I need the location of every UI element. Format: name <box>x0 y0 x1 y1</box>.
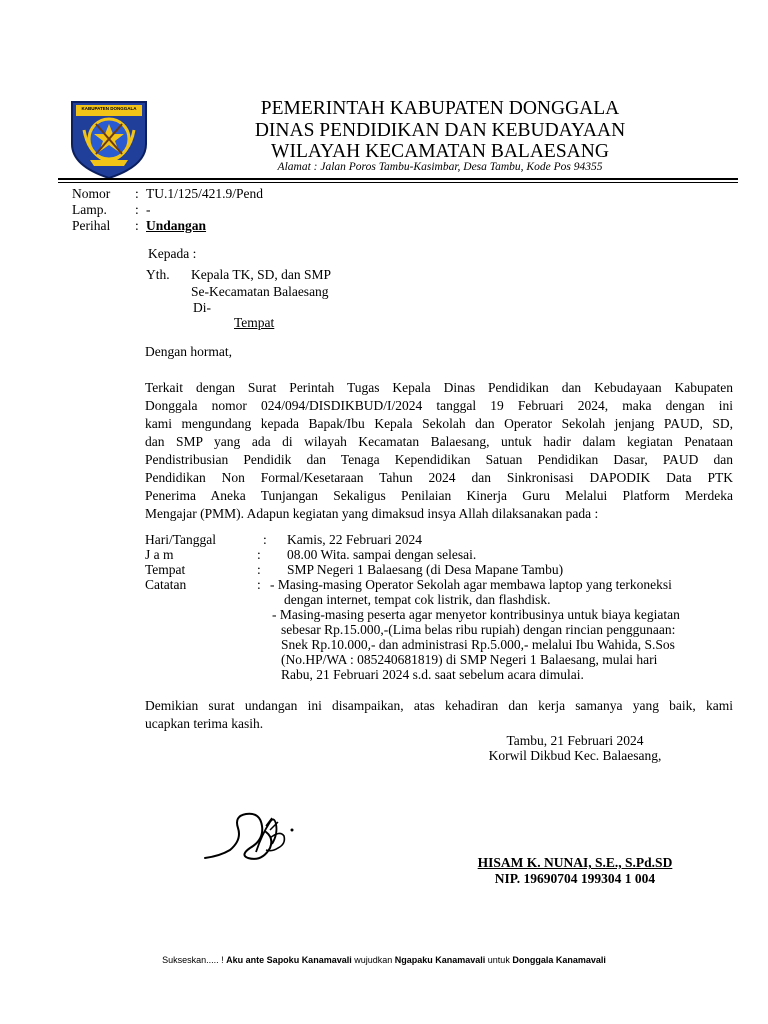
yth-label: Yth. <box>146 267 170 282</box>
kepada-label: Kepada : <box>148 246 197 261</box>
lamp-value: - <box>146 202 151 217</box>
perihal-value: Undangan <box>146 218 207 233</box>
perihal-label: Perihal <box>72 218 111 233</box>
letterhead-rule-thick <box>58 178 738 180</box>
greeting: Dengan hormat, <box>145 344 232 359</box>
nomor-value: TU.1/125/421.9/Pend <box>146 186 263 201</box>
kabupaten-donggala-logo <box>66 94 152 180</box>
note-2-line: Rabu, 21 Februari 2024 s.d. saat sebelum acara dimulai. <box>281 667 584 682</box>
recipient-di: Di- <box>193 300 211 315</box>
closing-line: Demikian surat undangan ini disampaikan, atas kehadiran dan kerja samanya yang baik, kami <box>145 698 733 713</box>
catatan-colon: : <box>257 577 261 592</box>
body-line: kami mengundang kepada Bapak/Ibu Kepala Sekolah dan Operator Sekolah jenjang PAUD, SD, <box>145 416 733 431</box>
note-2-line: sebesar Rp.15.000,-(Lima belas ribu rupiah) dengan rincian penggunaan: <box>281 622 676 637</box>
note-1-line: - Masing-masing Operator Sekolah agar membawa laptop yang terkoneksi <box>270 577 672 592</box>
signature-position: Korwil Dikbud Kec. Balaesang, <box>488 748 662 763</box>
body-line: Penerima Aneka Tunjangan Sekaligus Penilaian Kinerja Guru Melalui Platform Merdeka <box>145 488 733 503</box>
note-2-line: - Masing-masing peserta agar menyetor kontribusinya untuk biaya kegiatan <box>272 607 680 622</box>
note-2-line: (No.HP/WA : 085240681819) di SMP Negeri 1 Balaesang, mulai hari <box>281 652 658 667</box>
body-paragraph <box>145 379 733 523</box>
body-line: Terkait dengan Surat Perintah Tugas Kepala Dinas Pendidikan dan Kebudayaan Kabupaten <box>145 380 733 395</box>
letterhead-rule-thin <box>58 182 738 183</box>
hari-colon: : <box>263 532 267 547</box>
footer-part: Donggala Kanamavali <box>512 955 606 965</box>
jam-label: J a m <box>145 547 174 562</box>
lamp-label: Lamp. <box>72 202 107 217</box>
footer-part: Aku ante Sapoku Kanamavali <box>226 955 352 965</box>
body-line: dan SMP yang ada di wilayah Kecamatan Balaesang, untuk hadir dalam kegiatan Penataan <box>145 434 733 449</box>
lamp-colon: : <box>135 202 139 217</box>
letterhead-line-1: PEMERINTAH KABUPATEN DONGGALA <box>260 98 620 119</box>
note-2-line: Snek Rp.10.000,- dan administrasi Rp.5.000,- melalui Ibu Wahida, S.Sos <box>281 637 675 652</box>
nomor-label: Nomor <box>72 186 111 201</box>
hari-value: Kamis, 22 Februari 2024 <box>287 532 422 547</box>
body-line: Pendidikan Non Formal/Kesetaraan Tahun 2024 dan Sinkronisasi DAPODIK Data PTK <box>145 470 733 485</box>
tempat-label: Tempat <box>145 562 186 577</box>
handwritten-signature <box>200 800 330 875</box>
tempat-value: SMP Negeri 1 Balaesang (di Desa Mapane Tambu) <box>287 562 564 577</box>
closing-paragraph <box>145 697 733 733</box>
footer-part: wujudkan <box>351 955 395 965</box>
body-line: Pendistribusian Pendidik dan Tenaga Kependidikan Satuan Pendidikan Dasar, PAUD dan <box>145 452 733 467</box>
letterhead-address: Alamat : Jalan Poros Tambu-Kasimbar, Desa Tambu, Kode Pos 94355 <box>277 161 603 173</box>
jam-value: 08.00 Wita. sampai dengan selesai. <box>287 547 477 562</box>
tempat-colon: : <box>257 562 261 577</box>
catatan-label: Catatan <box>145 577 187 592</box>
footer-part: Sukseskan..... ! <box>162 955 227 965</box>
perihal-colon: : <box>135 218 139 233</box>
note-1-line: dengan internet, tempat cok listrik, dan flashdisk. <box>284 592 551 607</box>
recipient-line-1: Kepala TK, SD, dan SMP <box>191 267 331 282</box>
footer-part: untuk <box>485 955 513 965</box>
letterhead-line-2: DINAS PENDIDIKAN DAN KEBUDAYAAN <box>254 120 626 141</box>
logo-banner-text: KABUPATEN DONGGALA <box>81 106 137 111</box>
hari-label: Hari/Tanggal <box>145 532 217 547</box>
body-line: Mengajar (PMM). Adapun kegiatan yang dimaksud insya Allah dilaksanakan pada : <box>145 506 599 521</box>
letterhead-line-3: WILAYAH KECAMATAN BALAESANG <box>271 141 609 162</box>
recipient-line-2: Se-Kecamatan Balaesang <box>191 284 329 299</box>
body-line: Donggala nomor 024/094/DISDIKBUD/I/2024 tanggal 19 Februari 2024, maka dengan ini <box>145 398 733 413</box>
closing-line: ucapkan terima kasih. <box>145 716 264 731</box>
signatory-nip: NIP. 19690704 199304 1 004 <box>494 871 656 886</box>
footer-slogan <box>0 955 768 965</box>
signature-place-date: Tambu, 21 Februari 2024 <box>506 733 644 748</box>
recipient-tempat: Tempat <box>234 315 275 330</box>
nomor-colon: : <box>135 186 139 201</box>
signatory-name: HISAM K. NUNAI, S.E., S.Pd.SD <box>477 855 673 870</box>
jam-colon: : <box>257 547 261 562</box>
footer-part: Ngapaku Kanamavali <box>394 955 486 965</box>
